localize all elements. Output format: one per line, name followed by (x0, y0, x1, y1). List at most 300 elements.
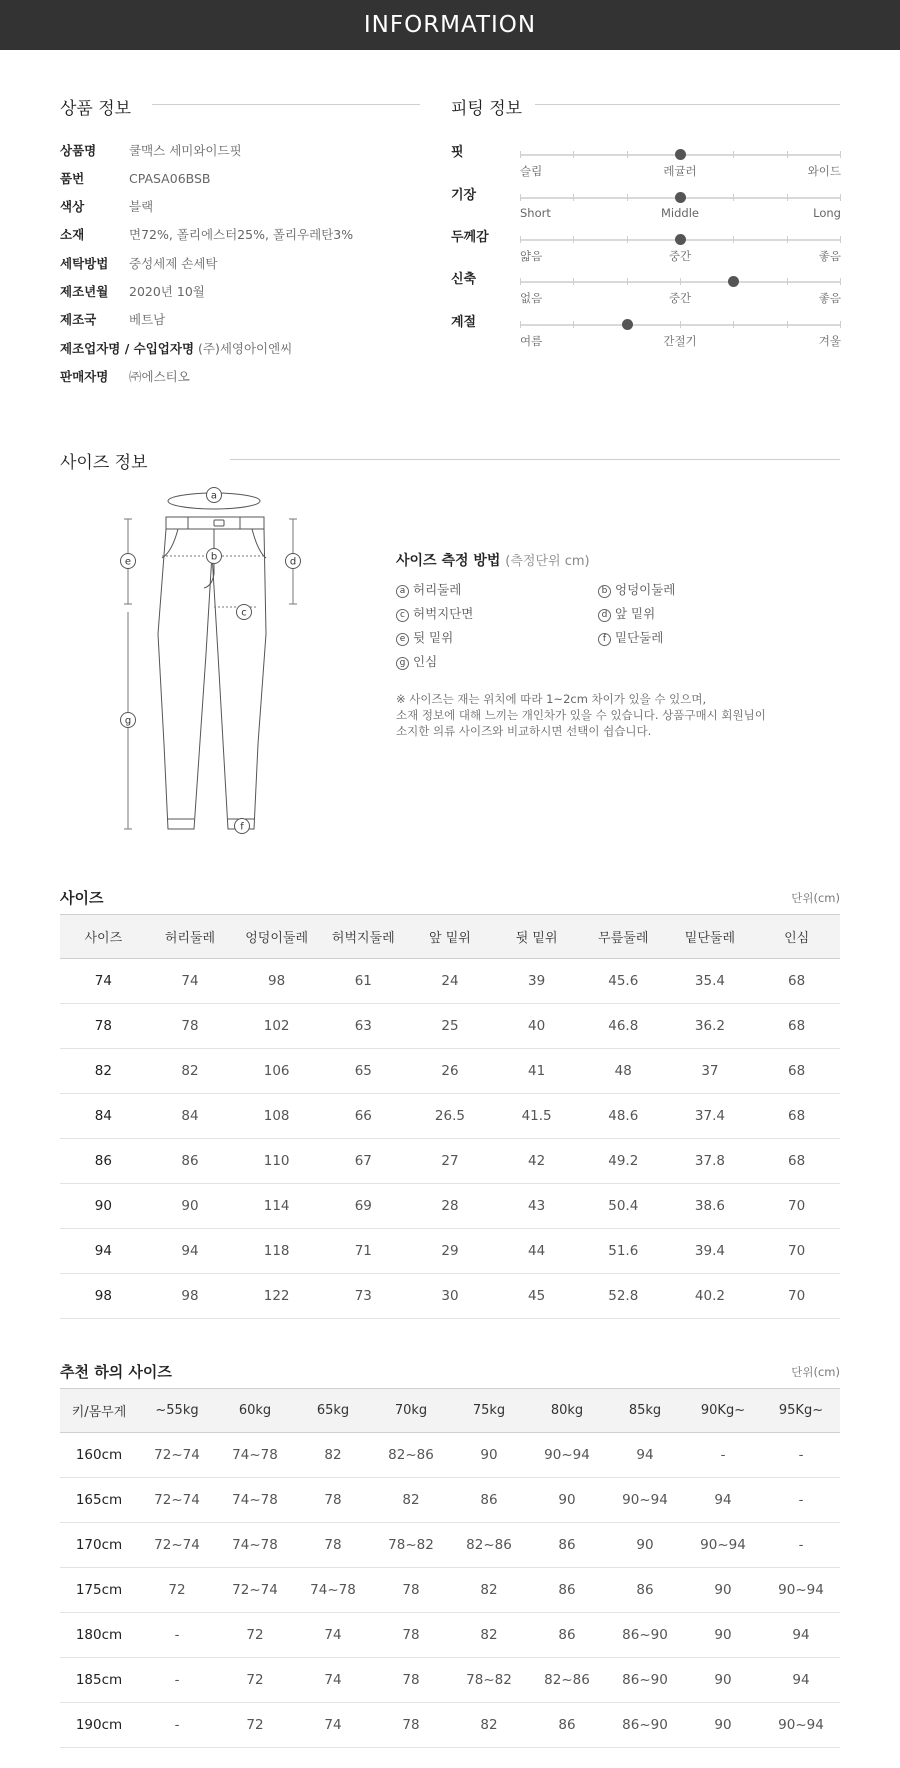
fitting-scale-tick (787, 194, 788, 201)
table-cell: 94 (147, 1229, 234, 1274)
table-row (60, 1229, 840, 1274)
fitting-scale-tick (733, 321, 734, 328)
fitting-scale-tick (840, 151, 841, 158)
table-cell: 26.5 (407, 1094, 494, 1139)
table-cell: 94 (606, 1433, 684, 1478)
table-cell: - (684, 1433, 762, 1478)
table-cell: 94 (762, 1613, 840, 1658)
measure-method-item (598, 628, 663, 646)
table-cell: 90 (684, 1703, 762, 1748)
page-header (0, 0, 900, 50)
table-cell: 65 (320, 1049, 407, 1094)
table-cell: 78 (147, 1004, 234, 1049)
table-cell: 94 (762, 1658, 840, 1703)
fitting-level-dot (675, 192, 686, 203)
measure-method-letter: g (396, 657, 409, 670)
fitting-scale-tick (787, 321, 788, 328)
table-cell: 74 (294, 1658, 372, 1703)
table-cell: 90~94 (606, 1478, 684, 1523)
table-cell: 170cm (60, 1523, 138, 1568)
product-info-value: 2020년 10월 (129, 284, 205, 299)
measure-method-title (396, 550, 590, 570)
table-cell: 63 (320, 1004, 407, 1049)
table-cell: 94 (60, 1229, 147, 1274)
size-table-title: 사이즈 (60, 889, 104, 907)
table-cell: 106 (233, 1049, 320, 1094)
measure-method-item (396, 652, 437, 670)
product-info-label: 품번 (60, 171, 85, 186)
fitting-scale-tick (520, 151, 521, 158)
table-cell: - (762, 1523, 840, 1568)
product-info-value: ㈜에스티오 (129, 369, 190, 384)
fitting-option-label: 겨울 (818, 334, 841, 348)
table-cell: 72~74 (138, 1523, 216, 1568)
product-info-value: 면72%, 폴리에스터25%, 폴리우레탄3% (129, 227, 354, 242)
table-cell: 82 (450, 1613, 528, 1658)
pants-diagram (118, 484, 308, 840)
fitting-scale-tick (573, 278, 574, 285)
column-header: 키/몸무게 (60, 1389, 138, 1433)
table-cell: 70 (753, 1229, 840, 1274)
fitting-scale-tick (627, 236, 628, 243)
rec-table-title: 추천 하의 사이즈 (60, 1363, 172, 1381)
fitting-option-label: 슬림 (520, 164, 543, 178)
table-cell: 25 (407, 1004, 494, 1049)
table-cell: 98 (233, 959, 320, 1004)
table-cell: 78 (372, 1703, 450, 1748)
table-cell: 90~94 (762, 1568, 840, 1613)
table-cell: 48 (580, 1049, 667, 1094)
rec-table (60, 1388, 840, 1748)
table-cell: 72~74 (216, 1568, 294, 1613)
fitting-row-label: 두께감 (451, 230, 489, 245)
table-cell: 71 (320, 1229, 407, 1274)
table-cell: 122 (233, 1274, 320, 1319)
fitting-scale-tick (520, 321, 521, 328)
table-row (60, 1094, 840, 1139)
measure-method-label: 허벅지단면 (413, 606, 474, 621)
table-cell: 41.5 (493, 1094, 580, 1139)
fitting-option-label: 없음 (520, 291, 543, 305)
table-row (60, 1139, 840, 1184)
table-cell: 68 (753, 1049, 840, 1094)
table-cell: 72~74 (138, 1433, 216, 1478)
size-note-line: ※ 사이즈는 재는 위치에 따라 1~2cm 차이가 있을 수 있으며, (396, 692, 707, 706)
table-cell: 74 (147, 959, 234, 1004)
table-cell: 46.8 (580, 1004, 667, 1049)
fitting-info-title: 피팅 정보 (451, 99, 523, 119)
table-cell: 72 (216, 1613, 294, 1658)
fitting-row (451, 184, 841, 224)
table-cell: 72 (216, 1703, 294, 1748)
table-cell: 68 (753, 1094, 840, 1139)
table-cell: 185cm (60, 1658, 138, 1703)
product-info-value: 쿨맥스 세미와이드핏 (129, 143, 242, 158)
measure-method-label: 뒷 밑위 (413, 630, 454, 645)
table-cell: 70 (753, 1184, 840, 1229)
fitting-scale-tick (573, 321, 574, 328)
product-info-row (60, 339, 292, 357)
table-cell: 48.6 (580, 1094, 667, 1139)
measure-method-title-text: 사이즈 측정 방법 (396, 553, 501, 569)
fitting-scale-tick (733, 151, 734, 158)
table-cell: 175cm (60, 1568, 138, 1613)
table-cell: 118 (233, 1229, 320, 1274)
table-cell: 49.2 (580, 1139, 667, 1184)
table-cell: 86~90 (606, 1613, 684, 1658)
svg-text:g: g (124, 715, 132, 727)
table-cell: 74 (294, 1613, 372, 1658)
column-header: 뒷 밑위 (493, 915, 580, 959)
size-note-line: 소지한 의류 사이즈와 비교하시면 선택이 쉽습니다. (396, 724, 652, 738)
table-cell: 82~86 (372, 1433, 450, 1478)
table-cell: 78 (294, 1478, 372, 1523)
table-cell: 73 (320, 1274, 407, 1319)
measure-method-item (396, 628, 453, 646)
measure-method-letter: d (598, 609, 611, 622)
table-cell: 78 (372, 1613, 450, 1658)
table-cell: 28 (407, 1184, 494, 1229)
fitting-scale-track (520, 197, 841, 199)
fitting-row (451, 226, 841, 266)
svg-text:c: c (241, 607, 247, 619)
table-cell: 94 (684, 1478, 762, 1523)
table-cell: 86 (528, 1568, 606, 1613)
column-header: 85kg (606, 1389, 684, 1433)
table-cell: 90 (606, 1523, 684, 1568)
size-info-title: 사이즈 정보 (60, 453, 148, 473)
fitting-scale-tick (627, 278, 628, 285)
diagram-marker-g (121, 713, 136, 728)
table-cell: 74 (60, 959, 147, 1004)
table-cell: - (138, 1658, 216, 1703)
table-cell: 45 (493, 1274, 580, 1319)
table-row (60, 1433, 840, 1478)
fitting-option-label: 간절기 (663, 334, 697, 348)
measure-method-unit: (측정단위 cm) (505, 554, 590, 569)
fitting-scale-tick (733, 236, 734, 243)
table-cell: 78~82 (372, 1523, 450, 1568)
fitting-row-label: 기장 (451, 188, 477, 203)
fitting-scale-tick (680, 278, 681, 285)
table-cell: 39 (493, 959, 580, 1004)
svg-text:b: b (210, 551, 218, 563)
product-info-value: (주)세영아이엔씨 (198, 341, 293, 356)
product-info-label: 상품명 (60, 143, 97, 158)
size-table (60, 914, 840, 1319)
column-header: 밑단둘레 (667, 915, 754, 959)
size-note-line: 소재 정보에 대해 느끼는 개인차가 있을 수 있습니다. 상품구매시 회원님이 (396, 708, 766, 722)
product-info-row (60, 197, 153, 215)
column-header: 95Kg~ (762, 1389, 840, 1433)
fitting-scale-tick (733, 194, 734, 201)
table-cell: 90~94 (762, 1703, 840, 1748)
fitting-option-label: 와이드 (807, 164, 841, 178)
table-cell: 74~78 (294, 1568, 372, 1613)
table-cell: 86 (528, 1703, 606, 1748)
table-cell: 82 (60, 1049, 147, 1094)
table-cell: 114 (233, 1184, 320, 1229)
table-cell: 86 (147, 1139, 234, 1184)
column-header: 엉덩이둘레 (233, 915, 320, 959)
fitting-level-dot (622, 319, 633, 330)
table-cell: 72 (216, 1658, 294, 1703)
table-cell: 90~94 (528, 1433, 606, 1478)
table-cell: - (762, 1433, 840, 1478)
table-cell: 78 (372, 1658, 450, 1703)
table-cell: 72~74 (138, 1478, 216, 1523)
measure-method-label: 허리둘레 (413, 582, 462, 597)
svg-text:a: a (210, 490, 218, 502)
table-cell: 190cm (60, 1703, 138, 1748)
table-cell: 90 (147, 1184, 234, 1229)
table-cell: 35.4 (667, 959, 754, 1004)
table-row (60, 1613, 840, 1658)
table-cell: 39.4 (667, 1229, 754, 1274)
product-info-row (60, 282, 205, 300)
table-cell: 69 (320, 1184, 407, 1229)
table-cell: 74~78 (216, 1433, 294, 1478)
table-cell: 86 (606, 1568, 684, 1613)
product-info-label: 제조업자명 / 수입업자명 (60, 341, 195, 356)
table-cell: 102 (233, 1004, 320, 1049)
table-row (60, 1274, 840, 1319)
column-header: 허벅지둘레 (320, 915, 407, 959)
table-cell: - (138, 1613, 216, 1658)
fitting-option-label: 중간 (668, 249, 692, 263)
column-header: 80kg (528, 1389, 606, 1433)
table-cell: 70 (753, 1274, 840, 1319)
size-info-divider (230, 459, 840, 460)
fitting-row (451, 311, 841, 351)
fitting-row-label: 신축 (451, 272, 477, 287)
table-cell: 90 (60, 1184, 147, 1229)
table-cell: 74~78 (216, 1523, 294, 1568)
table-cell: 86 (450, 1478, 528, 1523)
fitting-scale-track (520, 239, 841, 241)
table-cell: 37 (667, 1049, 754, 1094)
table-row (60, 1658, 840, 1703)
table-cell: 27 (407, 1139, 494, 1184)
svg-text:e: e (124, 556, 132, 568)
product-info-label: 세탁방법 (60, 256, 109, 271)
fitting-info-divider (535, 104, 840, 105)
fitting-scale-tick (840, 194, 841, 201)
table-cell: 45.6 (580, 959, 667, 1004)
table-cell: - (138, 1703, 216, 1748)
table-cell: 37.4 (667, 1094, 754, 1139)
table-cell: 26 (407, 1049, 494, 1094)
fitting-option-label: Middle (661, 206, 699, 220)
column-header: 무릎둘레 (580, 915, 667, 959)
fitting-scale-tick (680, 321, 681, 328)
table-cell: 43 (493, 1184, 580, 1229)
measure-method-label: 밑단둘레 (615, 630, 664, 645)
table-cell: 51.6 (580, 1229, 667, 1274)
table-cell: 82~86 (450, 1523, 528, 1568)
product-info-label: 판매자명 (60, 369, 109, 384)
fitting-scale-tick (520, 236, 521, 243)
table-cell: 68 (753, 959, 840, 1004)
fitting-scale-tick (520, 194, 521, 201)
table-row (60, 1478, 840, 1523)
rec-table-unit: 단위(cm) (791, 1365, 840, 1379)
table-cell: 90 (684, 1568, 762, 1613)
product-info-value: 블랙 (129, 199, 154, 214)
measure-method-letter: e (396, 633, 409, 646)
fitting-level-dot (675, 149, 686, 160)
measure-method-letter: b (598, 585, 611, 598)
table-cell: 52.8 (580, 1274, 667, 1319)
table-cell: 38.6 (667, 1184, 754, 1229)
table-cell: 82 (450, 1703, 528, 1748)
table-cell: 68 (753, 1139, 840, 1184)
table-cell: 160cm (60, 1433, 138, 1478)
table-cell: 74 (294, 1703, 372, 1748)
table-cell: 108 (233, 1094, 320, 1139)
table-cell: 82 (450, 1568, 528, 1613)
fitting-scale-tick (840, 236, 841, 243)
diagram-marker-a (207, 488, 222, 503)
svg-text:d: d (289, 556, 297, 568)
fitting-scale-tick (787, 151, 788, 158)
fitting-scale-track (520, 324, 841, 326)
table-cell: 44 (493, 1229, 580, 1274)
fitting-option-label: Long (813, 206, 841, 220)
column-header: 사이즈 (60, 915, 147, 959)
diagram-marker-f (235, 819, 250, 834)
diagram-marker-c (237, 605, 252, 620)
column-header: ~55kg (138, 1389, 216, 1433)
diagram-marker-e (121, 554, 136, 569)
table-row (60, 1049, 840, 1094)
table-cell: 98 (60, 1274, 147, 1319)
fitting-option-label: 좋음 (818, 291, 841, 305)
fitting-row (451, 141, 841, 181)
fitting-option-label: 여름 (520, 334, 543, 348)
table-cell: 74~78 (216, 1478, 294, 1523)
size-table-header-row (60, 915, 840, 959)
product-info-row (60, 141, 242, 159)
fitting-row-label: 핏 (451, 145, 464, 160)
table-cell: 68 (753, 1004, 840, 1049)
header-title: INFORMATION (363, 12, 537, 38)
fitting-scale-tick (573, 151, 574, 158)
table-row (60, 1703, 840, 1748)
diagram-marker-b (207, 549, 222, 564)
table-cell: 90~94 (684, 1523, 762, 1568)
table-row (60, 1004, 840, 1049)
column-header: 65kg (294, 1389, 372, 1433)
table-cell: 86 (528, 1613, 606, 1658)
product-info-row (60, 310, 165, 328)
product-info-label: 제조국 (60, 312, 97, 327)
table-cell: 66 (320, 1094, 407, 1139)
table-cell: 84 (60, 1094, 147, 1139)
measure-method-item (396, 604, 473, 622)
column-header: 허리둘레 (147, 915, 234, 959)
product-info-title: 상품 정보 (60, 99, 132, 119)
table-row (60, 1184, 840, 1229)
table-cell: 90 (684, 1658, 762, 1703)
fitting-level-dot (675, 234, 686, 245)
fitting-scale-tick (840, 278, 841, 285)
table-cell: 84 (147, 1094, 234, 1139)
fitting-scale-tick (627, 151, 628, 158)
table-cell: 90 (684, 1613, 762, 1658)
table-cell: 36.2 (667, 1004, 754, 1049)
column-header: 75kg (450, 1389, 528, 1433)
table-cell: 90 (450, 1433, 528, 1478)
column-header: 인심 (753, 915, 840, 959)
table-cell: 86~90 (606, 1703, 684, 1748)
diagram-marker-d (286, 554, 301, 569)
table-cell: 37.8 (667, 1139, 754, 1184)
fitting-option-label: 중간 (668, 291, 692, 305)
table-cell: 67 (320, 1139, 407, 1184)
product-info-value: 중성세제 손세탁 (129, 256, 218, 271)
product-info-row (60, 254, 218, 272)
table-cell: 82 (294, 1433, 372, 1478)
table-cell: 78 (60, 1004, 147, 1049)
product-info-row (60, 367, 190, 385)
table-cell: 30 (407, 1274, 494, 1319)
fitting-scale-track (520, 154, 841, 156)
product-info-row (60, 169, 211, 187)
table-cell: 41 (493, 1049, 580, 1094)
column-header: 90Kg~ (684, 1389, 762, 1433)
fitting-scale-tick (573, 194, 574, 201)
fitting-scale-tick (787, 236, 788, 243)
measure-method-item (598, 580, 675, 598)
table-cell: 180cm (60, 1613, 138, 1658)
table-cell: 90 (528, 1478, 606, 1523)
column-header: 70kg (372, 1389, 450, 1433)
fitting-option-label: Short (520, 206, 551, 220)
measure-method-letter: c (396, 609, 409, 622)
table-cell: 110 (233, 1139, 320, 1184)
product-info-row (60, 225, 353, 243)
measure-method-item (396, 580, 461, 598)
table-row (60, 959, 840, 1004)
measure-method-letter: a (396, 585, 409, 598)
table-cell: 98 (147, 1274, 234, 1319)
measure-method-item (598, 604, 655, 622)
table-cell: 78 (294, 1523, 372, 1568)
table-cell: 78~82 (450, 1658, 528, 1703)
measure-method-label: 엉덩이둘레 (615, 582, 676, 597)
table-cell: 29 (407, 1229, 494, 1274)
fitting-scale-tick (627, 194, 628, 201)
table-row (60, 1568, 840, 1613)
fitting-scale-tick (573, 236, 574, 243)
product-info-divider (152, 104, 420, 105)
table-cell: 86~90 (606, 1658, 684, 1703)
fitting-row (451, 268, 841, 308)
column-header: 앞 밑위 (407, 915, 494, 959)
fitting-option-label: 좋음 (818, 249, 841, 263)
fitting-scale-tick (520, 278, 521, 285)
table-cell: - (762, 1478, 840, 1523)
fitting-scale-tick (787, 278, 788, 285)
column-header: 60kg (216, 1389, 294, 1433)
table-cell: 24 (407, 959, 494, 1004)
table-cell: 61 (320, 959, 407, 1004)
product-info-label: 제조년월 (60, 284, 109, 299)
table-cell: 78 (372, 1568, 450, 1613)
fitting-option-label: 레귤러 (663, 164, 697, 178)
fitting-option-label: 얇음 (520, 249, 543, 263)
